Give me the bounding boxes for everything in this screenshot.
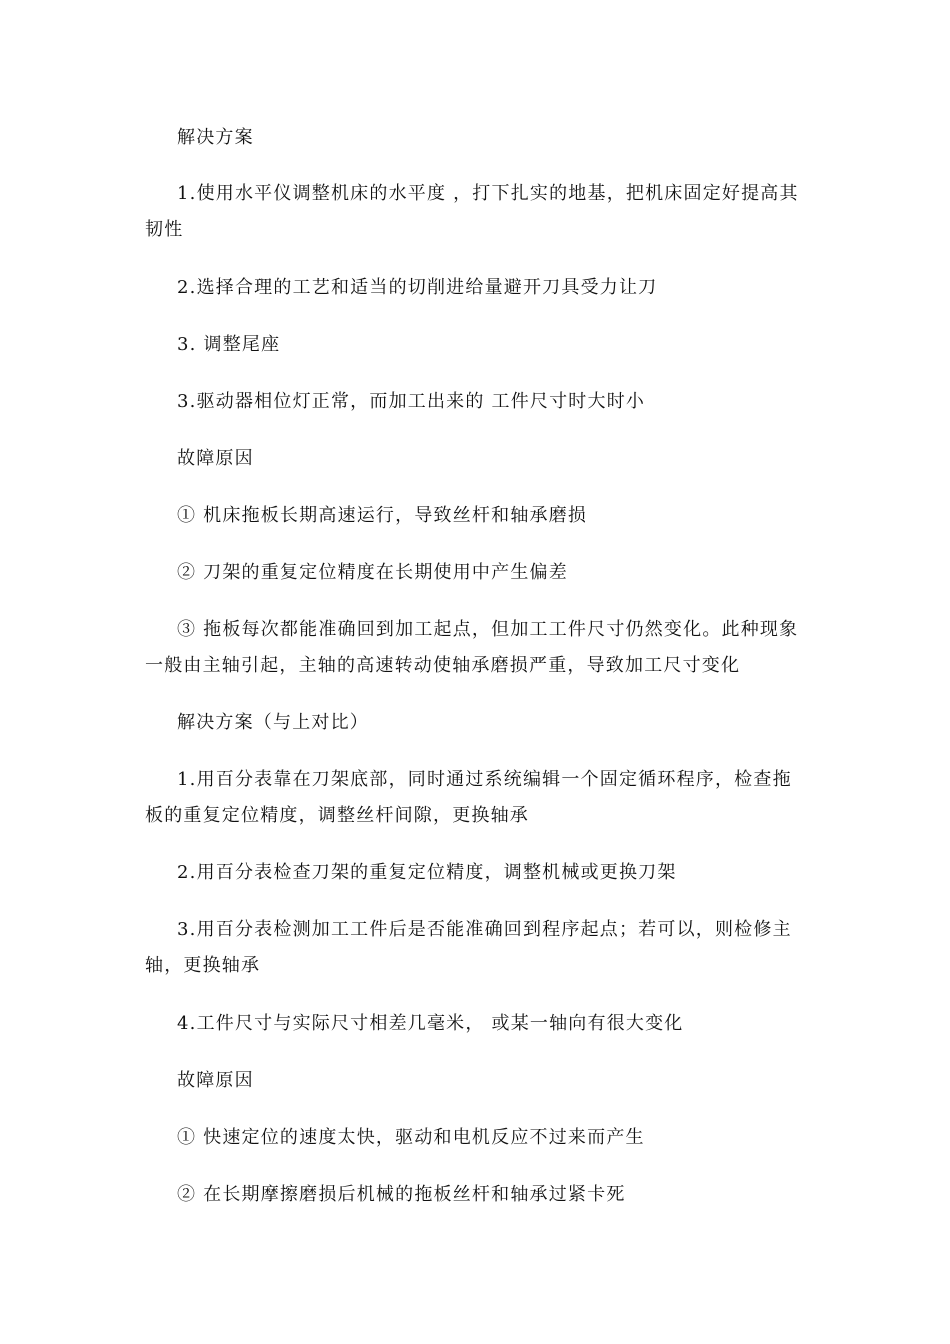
paragraph-solution-3: 3.用百分表检测加工工件后是否能准确回到程序起点；若可以，则检修主轴，更换轴承 — [145, 919, 792, 976]
list-item-cause-1: ① 机床拖板长期高速运行，导致丝杆和轴承磨损 — [177, 505, 588, 526]
paragraph-3: 3. 调整尾座 — [177, 334, 281, 355]
paragraph-4-size-diff: 4.工件尺寸与实际尺寸相差几毫米， 或某一轴向有很大变化 — [177, 1013, 684, 1034]
list-item-cause-4: ① 快速定位的速度太快，驱动和电机反应不过来而产生 — [177, 1127, 645, 1148]
list-item-cause-3: ③ 拖板每次都能准确回到加工起点，但加工工件尺寸仍然变化。此种现象一般由主轴引起，主轴的高速转动使轴承磨损严重，导致加工尺寸变化 — [145, 619, 799, 676]
heading-solution-compare: 解决方案（与上对比） — [177, 712, 369, 733]
paragraph-solution-2: 2.用百分表检查刀架的重复定位精度，调整机械或更换刀架 — [177, 862, 677, 883]
list-item-cause-5: ② 在长期摩擦磨损后机械的拖板丝杆和轴承过紧卡死 — [177, 1184, 626, 1205]
paragraph-1: 1.使用水平仪调整机床的水平度 ，打下扎实的地基，把机床固定好提高其韧性 — [145, 183, 799, 240]
paragraph-solution-1: 1.用百分表靠在刀架底部，同时通过系统编辑一个固定循环程序，检查拖板的重复定位精度，调整丝杆间隙，更换轴承 — [145, 769, 792, 826]
paragraph-4: 3.驱动器相位灯正常，而加工出来的 工件尺寸时大时小 — [177, 391, 646, 412]
paragraph-2: 2.选择合理的工艺和适当的切削进给量避开刀具受力让刀 — [177, 277, 658, 298]
heading-solution: 解决方案 — [177, 127, 254, 148]
list-item-cause-2: ② 刀架的重复定位精度在长期使用中产生偏差 — [177, 562, 568, 583]
heading-fault-cause: 故障原因 — [177, 448, 254, 469]
heading-fault-cause-2: 故障原因 — [177, 1070, 254, 1091]
